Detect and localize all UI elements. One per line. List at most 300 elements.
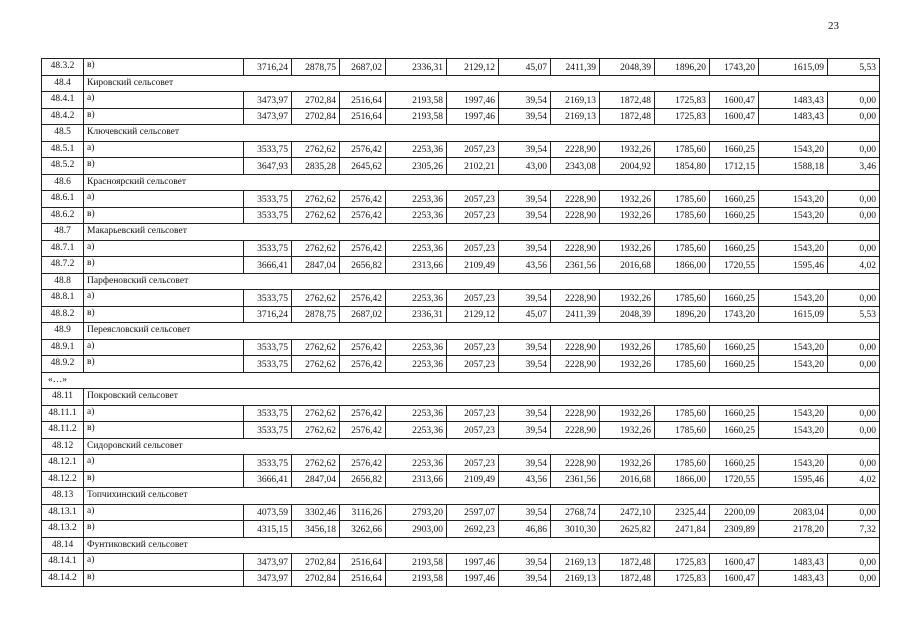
- row-code: 48.12.1: [42, 455, 84, 472]
- value-cell: 2516,64: [340, 92, 386, 109]
- value-cell: 2313,66: [386, 257, 447, 274]
- table-row: [42, 570, 880, 587]
- value-cell: 2253,36: [386, 191, 447, 208]
- table-row: [42, 339, 880, 356]
- row-code: 48.11.1: [42, 405, 84, 422]
- value-cell: 2253,36: [386, 356, 447, 373]
- value-cell: 2762,62: [292, 405, 340, 422]
- value-cell: 0,00: [828, 240, 880, 257]
- value-cell: 2193,58: [386, 554, 447, 571]
- row-variant: а): [84, 504, 244, 521]
- row-code: 48.9.1: [42, 339, 84, 356]
- value-cell: 0,00: [828, 191, 880, 208]
- value-cell: 0,00: [828, 504, 880, 521]
- section-code: 48.5: [42, 125, 84, 142]
- value-cell: 2253,36: [386, 207, 447, 224]
- value-cell: 39,54: [499, 356, 551, 373]
- row-variant: в): [84, 306, 244, 323]
- value-cell: 2057,23: [447, 455, 499, 472]
- value-cell: 2228,90: [551, 191, 600, 208]
- row-code: 48.8.2: [42, 306, 84, 323]
- value-cell: 1543,20: [759, 141, 828, 158]
- value-cell: 1932,26: [600, 356, 655, 373]
- value-cell: 2597,07: [447, 504, 499, 521]
- value-cell: 1866,00: [655, 257, 710, 274]
- section-code: 48.14: [42, 537, 84, 554]
- value-cell: 1660,25: [710, 356, 759, 373]
- value-cell: 3473,97: [244, 92, 292, 109]
- value-cell: 2253,36: [386, 141, 447, 158]
- value-cell: 2471,84: [655, 521, 710, 538]
- value-cell: 1932,26: [600, 141, 655, 158]
- value-cell: 2048,39: [600, 306, 655, 323]
- value-cell: 3262,66: [340, 521, 386, 538]
- value-cell: 2702,84: [292, 570, 340, 587]
- value-cell: 1932,26: [600, 422, 655, 439]
- value-cell: 3116,26: [340, 504, 386, 521]
- value-cell: 3473,97: [244, 554, 292, 571]
- value-cell: 2228,90: [551, 455, 600, 472]
- section-name: Покровский сельсовет: [84, 389, 880, 406]
- value-cell: 2102,21: [447, 158, 499, 175]
- value-cell: 2253,36: [386, 290, 447, 307]
- value-cell: 2762,62: [292, 240, 340, 257]
- row-code: 48.12.2: [42, 471, 84, 488]
- value-cell: 2835,28: [292, 158, 340, 175]
- value-cell: 2083,04: [759, 504, 828, 521]
- value-cell: 39,54: [499, 92, 551, 109]
- value-cell: 2576,42: [340, 191, 386, 208]
- value-cell: 1712,15: [710, 158, 759, 175]
- value-cell: 2762,62: [292, 339, 340, 356]
- value-cell: 3533,75: [244, 141, 292, 158]
- value-cell: 3666,41: [244, 471, 292, 488]
- value-cell: 0,00: [828, 554, 880, 571]
- value-cell: 0,00: [828, 570, 880, 587]
- value-cell: 1743,20: [710, 59, 759, 76]
- value-cell: 1997,46: [447, 108, 499, 125]
- value-cell: 2305,26: [386, 158, 447, 175]
- table-row: [42, 521, 880, 538]
- value-cell: 1595,46: [759, 471, 828, 488]
- value-cell: 1660,25: [710, 141, 759, 158]
- value-cell: 3533,75: [244, 339, 292, 356]
- value-cell: 1785,60: [655, 141, 710, 158]
- value-cell: 1932,26: [600, 191, 655, 208]
- value-cell: 39,54: [499, 422, 551, 439]
- value-cell: 2325,44: [655, 504, 710, 521]
- value-cell: 2903,00: [386, 521, 447, 538]
- value-cell: 4073,59: [244, 504, 292, 521]
- value-cell: 1660,25: [710, 290, 759, 307]
- value-cell: 2057,23: [447, 422, 499, 439]
- value-cell: 2645,62: [340, 158, 386, 175]
- value-cell: 2576,42: [340, 240, 386, 257]
- value-cell: 3473,97: [244, 570, 292, 587]
- value-cell: 2057,23: [447, 207, 499, 224]
- value-cell: 2057,23: [447, 240, 499, 257]
- value-cell: 1872,48: [600, 108, 655, 125]
- value-cell: 3533,75: [244, 422, 292, 439]
- value-cell: 3,46: [828, 158, 880, 175]
- value-cell: 2004,92: [600, 158, 655, 175]
- value-cell: 2793,20: [386, 504, 447, 521]
- value-cell: 2411,39: [551, 59, 600, 76]
- value-cell: 2762,62: [292, 141, 340, 158]
- section-name: Кировский сельсовет: [84, 75, 880, 92]
- value-cell: 1785,60: [655, 240, 710, 257]
- value-cell: 5,53: [828, 59, 880, 76]
- value-cell: 2762,62: [292, 290, 340, 307]
- row-code: 48.13.1: [42, 504, 84, 521]
- value-cell: 2129,12: [447, 59, 499, 76]
- table-row: [42, 141, 880, 158]
- value-cell: 0,00: [828, 92, 880, 109]
- value-cell: 2702,84: [292, 92, 340, 109]
- value-cell: 2687,02: [340, 306, 386, 323]
- value-cell: 0,00: [828, 141, 880, 158]
- section-row: [42, 224, 880, 241]
- row-code: 48.7.1: [42, 240, 84, 257]
- value-cell: 3716,24: [244, 306, 292, 323]
- value-cell: 2692,23: [447, 521, 499, 538]
- section-code: 48.12: [42, 438, 84, 455]
- row-variant: в): [84, 521, 244, 538]
- row-variant: а): [84, 92, 244, 109]
- row-code: 48.7.2: [42, 257, 84, 274]
- table-row: [42, 455, 880, 472]
- value-cell: 1615,09: [759, 306, 828, 323]
- value-cell: 2762,62: [292, 455, 340, 472]
- omission-row: [42, 372, 880, 389]
- value-cell: 7,32: [828, 521, 880, 538]
- row-code: 48.5.2: [42, 158, 84, 175]
- value-cell: 1932,26: [600, 240, 655, 257]
- section-row: [42, 389, 880, 406]
- row-variant: а): [84, 455, 244, 472]
- row-variant: в): [84, 158, 244, 175]
- value-cell: 2016,68: [600, 471, 655, 488]
- section-row: [42, 75, 880, 92]
- value-cell: 43,56: [499, 257, 551, 274]
- value-cell: 39,54: [499, 290, 551, 307]
- value-cell: 0,00: [828, 422, 880, 439]
- value-cell: 1660,25: [710, 191, 759, 208]
- value-cell: 2253,36: [386, 240, 447, 257]
- value-cell: 2762,62: [292, 356, 340, 373]
- value-cell: 1543,20: [759, 191, 828, 208]
- row-variant: а): [84, 191, 244, 208]
- value-cell: 1600,47: [710, 108, 759, 125]
- value-cell: 1543,20: [759, 339, 828, 356]
- value-cell: 1725,83: [655, 554, 710, 571]
- value-cell: 4,02: [828, 257, 880, 274]
- row-variant: в): [84, 422, 244, 439]
- value-cell: 1483,43: [759, 108, 828, 125]
- value-cell: 43,00: [499, 158, 551, 175]
- value-cell: 1997,46: [447, 554, 499, 571]
- value-cell: 1785,60: [655, 405, 710, 422]
- value-cell: 2702,84: [292, 554, 340, 571]
- table-row: [42, 108, 880, 125]
- value-cell: 1483,43: [759, 570, 828, 587]
- row-code: 48.14.2: [42, 570, 84, 587]
- value-cell: 2228,90: [551, 290, 600, 307]
- value-cell: 3647,93: [244, 158, 292, 175]
- value-cell: 1543,20: [759, 405, 828, 422]
- value-cell: 2228,90: [551, 207, 600, 224]
- value-cell: 1872,48: [600, 92, 655, 109]
- row-variant: в): [84, 471, 244, 488]
- value-cell: 2687,02: [340, 59, 386, 76]
- value-cell: 2472,10: [600, 504, 655, 521]
- row-variant: а): [84, 405, 244, 422]
- value-cell: 3533,75: [244, 240, 292, 257]
- section-row: [42, 488, 880, 505]
- table-row: [42, 59, 880, 76]
- table-row: [42, 207, 880, 224]
- value-cell: 2253,36: [386, 339, 447, 356]
- table-row: [42, 92, 880, 109]
- value-cell: 3716,24: [244, 59, 292, 76]
- row-code: 48.8.1: [42, 290, 84, 307]
- value-cell: 1932,26: [600, 207, 655, 224]
- row-code: 48.6.2: [42, 207, 84, 224]
- value-cell: 3533,75: [244, 290, 292, 307]
- row-code: 48.4.1: [42, 92, 84, 109]
- value-cell: 39,54: [499, 191, 551, 208]
- value-cell: 1866,00: [655, 471, 710, 488]
- value-cell: 2336,31: [386, 59, 447, 76]
- value-cell: 2878,75: [292, 59, 340, 76]
- section-code: 48.4: [42, 75, 84, 92]
- value-cell: 39,54: [499, 339, 551, 356]
- value-cell: 3666,41: [244, 257, 292, 274]
- value-cell: 1543,20: [759, 455, 828, 472]
- row-code: 48.13.2: [42, 521, 84, 538]
- section-name: Парфеновский сельсовет: [84, 273, 880, 290]
- value-cell: 1600,47: [710, 92, 759, 109]
- value-cell: 1932,26: [600, 405, 655, 422]
- row-variant: а): [84, 240, 244, 257]
- value-cell: 2702,84: [292, 108, 340, 125]
- value-cell: 1720,55: [710, 471, 759, 488]
- value-cell: 2576,42: [340, 422, 386, 439]
- value-cell: 39,54: [499, 240, 551, 257]
- value-cell: 1543,20: [759, 240, 828, 257]
- table-row: [42, 356, 880, 373]
- value-cell: 1483,43: [759, 92, 828, 109]
- value-cell: 1543,20: [759, 207, 828, 224]
- value-cell: 39,54: [499, 570, 551, 587]
- section-name: Фунтиковский сельсовет: [84, 537, 880, 554]
- value-cell: 3302,46: [292, 504, 340, 521]
- value-cell: 1785,60: [655, 356, 710, 373]
- value-cell: 1595,46: [759, 257, 828, 274]
- value-cell: 2343,08: [551, 158, 600, 175]
- value-cell: 2057,23: [447, 191, 499, 208]
- value-cell: 0,00: [828, 339, 880, 356]
- row-variant: в): [84, 59, 244, 76]
- value-cell: 2057,23: [447, 405, 499, 422]
- value-cell: 2847,04: [292, 471, 340, 488]
- value-cell: 3456,18: [292, 521, 340, 538]
- value-cell: 3473,97: [244, 108, 292, 125]
- value-cell: 39,54: [499, 141, 551, 158]
- value-cell: 1785,60: [655, 191, 710, 208]
- section-code: 48.11: [42, 389, 84, 406]
- value-cell: 1483,43: [759, 554, 828, 571]
- value-cell: 2228,90: [551, 240, 600, 257]
- value-cell: 1600,47: [710, 570, 759, 587]
- value-cell: 2193,58: [386, 570, 447, 587]
- value-cell: 1660,25: [710, 240, 759, 257]
- value-cell: 3533,75: [244, 191, 292, 208]
- tariff-table: [41, 58, 880, 587]
- value-cell: 2576,42: [340, 455, 386, 472]
- value-cell: 2109,49: [447, 257, 499, 274]
- section-row: [42, 125, 880, 142]
- table-row: [42, 471, 880, 488]
- value-cell: 2336,31: [386, 306, 447, 323]
- value-cell: 2129,12: [447, 306, 499, 323]
- value-cell: 1543,20: [759, 422, 828, 439]
- value-cell: 2768,74: [551, 504, 600, 521]
- value-cell: 1600,47: [710, 554, 759, 571]
- value-cell: 2169,13: [551, 554, 600, 571]
- value-cell: 1588,18: [759, 158, 828, 175]
- table-row: [42, 191, 880, 208]
- value-cell: 2625,82: [600, 521, 655, 538]
- value-cell: 1896,20: [655, 59, 710, 76]
- value-cell: 1854,80: [655, 158, 710, 175]
- value-cell: 2200,09: [710, 504, 759, 521]
- value-cell: 1932,26: [600, 455, 655, 472]
- table-row: [42, 290, 880, 307]
- value-cell: 2169,13: [551, 108, 600, 125]
- value-cell: 43,56: [499, 471, 551, 488]
- value-cell: 1932,26: [600, 290, 655, 307]
- value-cell: 3533,75: [244, 207, 292, 224]
- value-cell: 2576,42: [340, 339, 386, 356]
- value-cell: 2516,64: [340, 554, 386, 571]
- value-cell: 2057,23: [447, 290, 499, 307]
- value-cell: 2576,42: [340, 405, 386, 422]
- value-cell: 1543,20: [759, 356, 828, 373]
- section-row: [42, 174, 880, 191]
- section-code: 48.9: [42, 323, 84, 340]
- value-cell: 45,07: [499, 306, 551, 323]
- section-row: [42, 323, 880, 340]
- row-code: 48.9.2: [42, 356, 84, 373]
- value-cell: 39,54: [499, 554, 551, 571]
- value-cell: 2048,39: [600, 59, 655, 76]
- value-cell: 1785,60: [655, 290, 710, 307]
- table-row: [42, 158, 880, 175]
- value-cell: 1785,60: [655, 422, 710, 439]
- section-code: 48.6: [42, 174, 84, 191]
- value-cell: 2576,42: [340, 356, 386, 373]
- value-cell: 0,00: [828, 290, 880, 307]
- value-cell: 1997,46: [447, 570, 499, 587]
- section-row: [42, 438, 880, 455]
- section-name: Макарьевский сельсовет: [84, 224, 880, 241]
- value-cell: 1785,60: [655, 455, 710, 472]
- value-cell: 3010,30: [551, 521, 600, 538]
- value-cell: 1785,60: [655, 207, 710, 224]
- value-cell: 39,54: [499, 108, 551, 125]
- value-cell: 1743,20: [710, 306, 759, 323]
- value-cell: 1660,25: [710, 405, 759, 422]
- row-code: 48.4.2: [42, 108, 84, 125]
- row-variant: а): [84, 554, 244, 571]
- value-cell: 2516,64: [340, 108, 386, 125]
- row-code: 48.6.1: [42, 191, 84, 208]
- value-cell: 39,54: [499, 207, 551, 224]
- value-cell: 2656,82: [340, 257, 386, 274]
- value-cell: 2057,23: [447, 356, 499, 373]
- value-cell: 1725,83: [655, 570, 710, 587]
- value-cell: 2576,42: [340, 290, 386, 307]
- value-cell: 1720,55: [710, 257, 759, 274]
- value-cell: 1725,83: [655, 108, 710, 125]
- value-cell: 2847,04: [292, 257, 340, 274]
- table-row: [42, 422, 880, 439]
- value-cell: 2309,89: [710, 521, 759, 538]
- table-row: [42, 257, 880, 274]
- value-cell: 2193,58: [386, 108, 447, 125]
- value-cell: 2178,20: [759, 521, 828, 538]
- value-cell: 46,86: [499, 521, 551, 538]
- section-name: Ключевский сельсовет: [84, 125, 880, 142]
- section-code: 48.8: [42, 273, 84, 290]
- value-cell: 2361,56: [551, 471, 600, 488]
- value-cell: 2228,90: [551, 339, 600, 356]
- row-code: 48.11.2: [42, 422, 84, 439]
- value-cell: 0,00: [828, 207, 880, 224]
- value-cell: 2169,13: [551, 570, 600, 587]
- section-row: [42, 273, 880, 290]
- value-cell: 1896,20: [655, 306, 710, 323]
- value-cell: 0,00: [828, 356, 880, 373]
- value-cell: 2228,90: [551, 422, 600, 439]
- row-variant: в): [84, 108, 244, 125]
- row-variant: в): [84, 207, 244, 224]
- value-cell: 2361,56: [551, 257, 600, 274]
- value-cell: 45,07: [499, 59, 551, 76]
- row-variant: а): [84, 290, 244, 307]
- value-cell: 1932,26: [600, 339, 655, 356]
- value-cell: 2016,68: [600, 257, 655, 274]
- value-cell: 2762,62: [292, 207, 340, 224]
- value-cell: 1660,25: [710, 455, 759, 472]
- value-cell: 2109,49: [447, 471, 499, 488]
- value-cell: 1543,20: [759, 290, 828, 307]
- value-cell: 3533,75: [244, 356, 292, 373]
- value-cell: 2762,62: [292, 191, 340, 208]
- section-name: Красноярский сельсовет: [84, 174, 880, 191]
- value-cell: 1660,25: [710, 339, 759, 356]
- value-cell: 0,00: [828, 108, 880, 125]
- value-cell: 39,54: [499, 405, 551, 422]
- value-cell: 2878,75: [292, 306, 340, 323]
- value-cell: 2193,58: [386, 92, 447, 109]
- value-cell: 2313,66: [386, 471, 447, 488]
- value-cell: 2656,82: [340, 471, 386, 488]
- row-code: 48.3.2: [42, 59, 84, 76]
- value-cell: 2228,90: [551, 141, 600, 158]
- omission-marker: «…»: [42, 372, 880, 389]
